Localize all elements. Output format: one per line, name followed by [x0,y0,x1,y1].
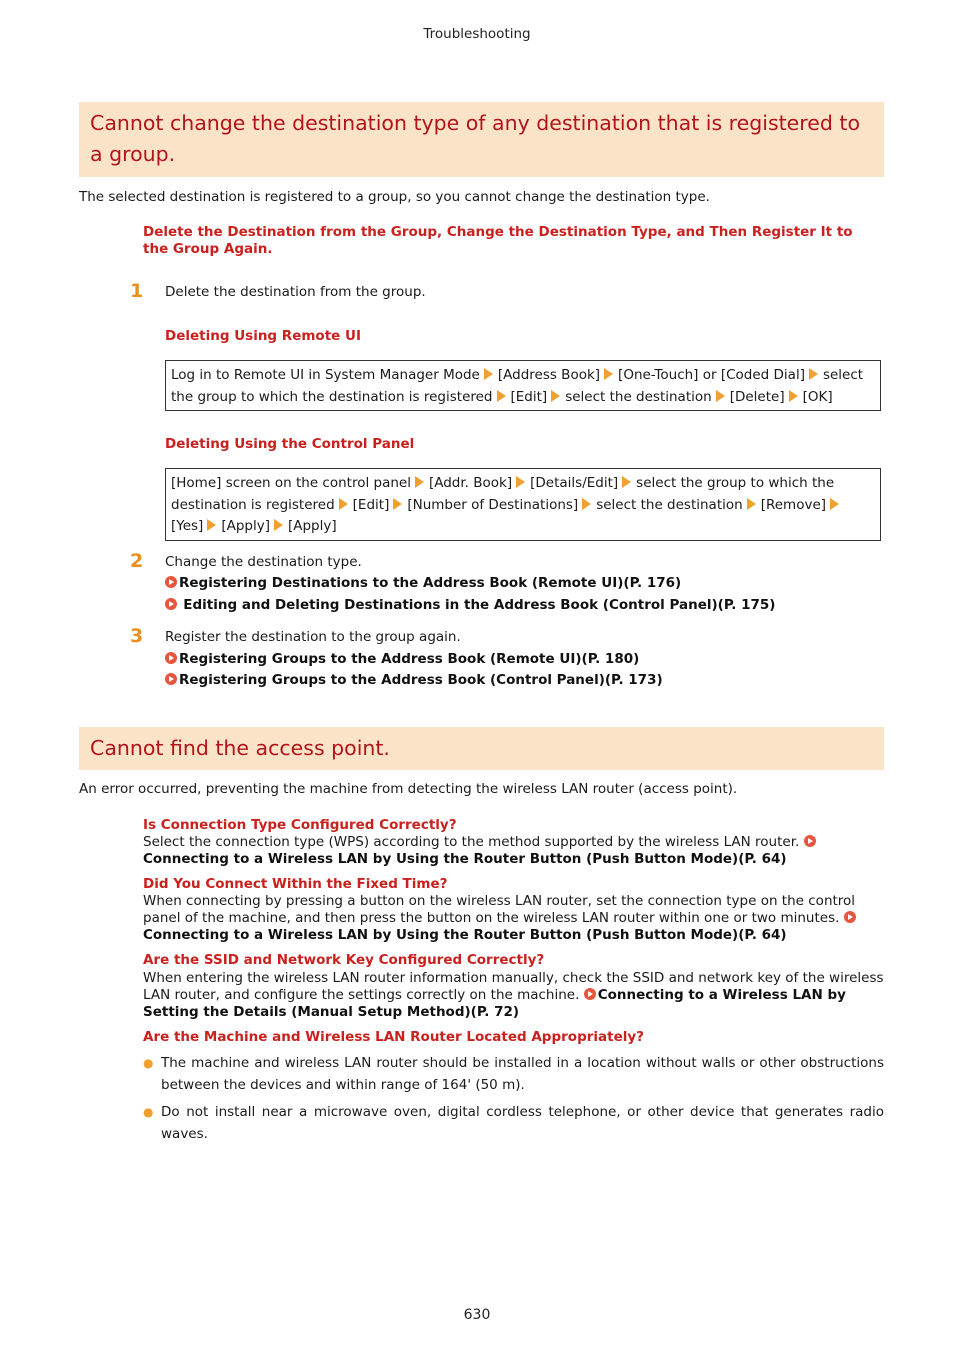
arrow-right-icon [582,498,591,510]
section1-intro: The selected destination is registered to a group, so you cannot change the destination type. [79,189,710,205]
path-step: [Addr. Book] [428,475,513,491]
link-arrow-icon [165,576,177,588]
path-step: [Home] screen on the control panel [171,475,411,491]
path-step: [Apply] [287,518,337,534]
link-arrow-icon [165,673,177,685]
arrow-right-icon [339,498,348,510]
bullet-item: ● Do not install near a microwave oven, digital cordless telephone, or other device that generates radio waves. [143,1101,884,1145]
path-step: [Apply] [221,518,270,534]
arrow-right-icon [516,476,525,488]
link-register-groups-control-panel[interactable]: Registering Groups to the Address Book (Control Panel)(P. 173) [165,672,663,689]
item-text-fixed-time: When connecting by pressing a button on the wireless LAN router, set the connection type on the control panel of the machine, and then press the button on the wireless LAN router within one or two minutes. Connecting to a Wireless LAN by Using the Router Button (Push Button Mode)(P. 64) [143,893,856,943]
arrow-right-icon [274,519,283,531]
link-push-button-mode[interactable]: Connecting to a Wireless LAN by Using the Router Button (Push Button Mode)(P. 64) [143,927,787,943]
link-arrow-icon [844,911,856,923]
path-step: [OK] [802,388,833,405]
link-arrow-icon [804,835,816,847]
path-step: select the destination [565,388,712,405]
step-number-3: 3 [130,625,144,647]
bullet-icon: ● [143,1056,154,1070]
path-step: [Edit] [352,496,390,513]
section-title-access-point: Cannot find the access point. [79,727,884,770]
page-number: 630 [463,1307,491,1323]
step-3-text: Register the destination to the group again. [165,629,461,645]
link-manual-setup-method[interactable]: Connecting to a Wireless LAN by Setting the Details (Manual Setup Method)(P. 72) [143,987,846,1020]
item-heading-connection-type: Is Connection Type Configured Correctly? [143,817,457,833]
arrow-right-icon [551,390,560,402]
path-step: Log in to Remote UI in System Manager Mode [171,367,480,383]
control-panel-heading: Deleting Using the Control Panel [165,436,415,452]
link-arrow-icon [165,598,177,610]
arrow-right-icon [393,498,402,510]
arrow-right-icon [604,368,613,380]
section-title-change-destination-type: Cannot change the destination type of any destination that is registered to a group. [79,102,884,177]
item-heading-location: Are the Machine and Wireless LAN Router Located Appropriately? [143,1029,644,1045]
item-heading-ssid-network-key: Are the SSID and Network Key Configured Correctly? [143,952,545,968]
path-step: [Number of Destinations] [407,496,579,513]
path-step: select the group to which the destination is registered [171,367,864,405]
section2-intro: An error occurred, preventing the machine from detecting the wireless LAN router (access point). [79,781,738,797]
arrow-right-icon [716,390,725,402]
path-step: [Address Book] [497,367,601,383]
item-text-ssid-network-key: When entering the wireless LAN router information manually, check the SSID and network key of the wireless LAN router, and configure the settings correctly on the machine. Connecting to a Wireless LAN by Setting the Details (Manual Setup Method)(P. 72) [143,970,884,1020]
step-1-text: Delete the destination from the group. [165,284,426,300]
link-arrow-icon [165,652,177,664]
control-panel-procedure-box [165,468,881,541]
link-push-button-mode[interactable]: Connecting to a Wireless LAN by Using the Router Button (Push Button Mode)(P. 64) [143,851,787,867]
arrow-right-icon [497,390,506,402]
path-step: [Remove] [760,496,827,513]
step-2-text: Change the destination type. [165,554,362,570]
path-step: [One-Touch] or [Coded Dial] [618,367,805,383]
solution-heading: Delete the Destination from the Group, Change the Destination Type, and Then Register It to the Group Again. [143,224,853,257]
arrow-right-icon [809,368,818,380]
link-edit-delete-destinations-control-panel[interactable]: Editing and Deleting Destinations in the Address Book (Control Panel)(P. 175) [165,597,775,614]
item-text-connection-type: Select the connection type (WPS) according to the method supported by the wireless LAN router. Connecting to a Wireless LAN by Using the Router Button (Push Button Mode)(P. 64) [143,834,884,868]
link-arrow-icon [584,988,596,1000]
path-step: [Delete] [729,388,785,405]
path-step: [Yes] [171,518,204,534]
arrow-right-icon [622,476,631,488]
step-number-1: 1 [130,280,144,302]
link-register-groups-remote-ui[interactable]: Registering Groups to the Address Book (Remote UI)(P. 180) [165,651,639,668]
remote-ui-heading: Deleting Using Remote UI [165,328,361,344]
step-number-2: 2 [130,550,144,572]
link-register-destinations-remote-ui[interactable]: Registering Destinations to the Address Book (Remote UI)(P. 176) [165,575,681,592]
arrow-right-icon [415,476,424,488]
running-header: Troubleshooting [423,26,531,42]
path-step: [Edit] [510,388,548,405]
path-step: select the destination [596,496,743,513]
arrow-right-icon [747,498,756,510]
arrow-right-icon [207,519,216,531]
path-step: select the group to which the destination is registered [171,475,835,513]
arrow-right-icon [789,390,798,402]
bullet-item: ● The machine and wireless LAN router should be installed in a location without walls or other obstructions between the devices and within range of 164' (50 m). [143,1052,884,1096]
remote-ui-procedure-box [165,360,881,411]
bullet-icon: ● [143,1105,154,1119]
arrow-right-icon [830,498,839,510]
path-step: [Details/Edit] [530,475,619,491]
item-heading-fixed-time: Did You Connect Within the Fixed Time? [143,876,448,892]
arrow-right-icon [484,368,493,380]
